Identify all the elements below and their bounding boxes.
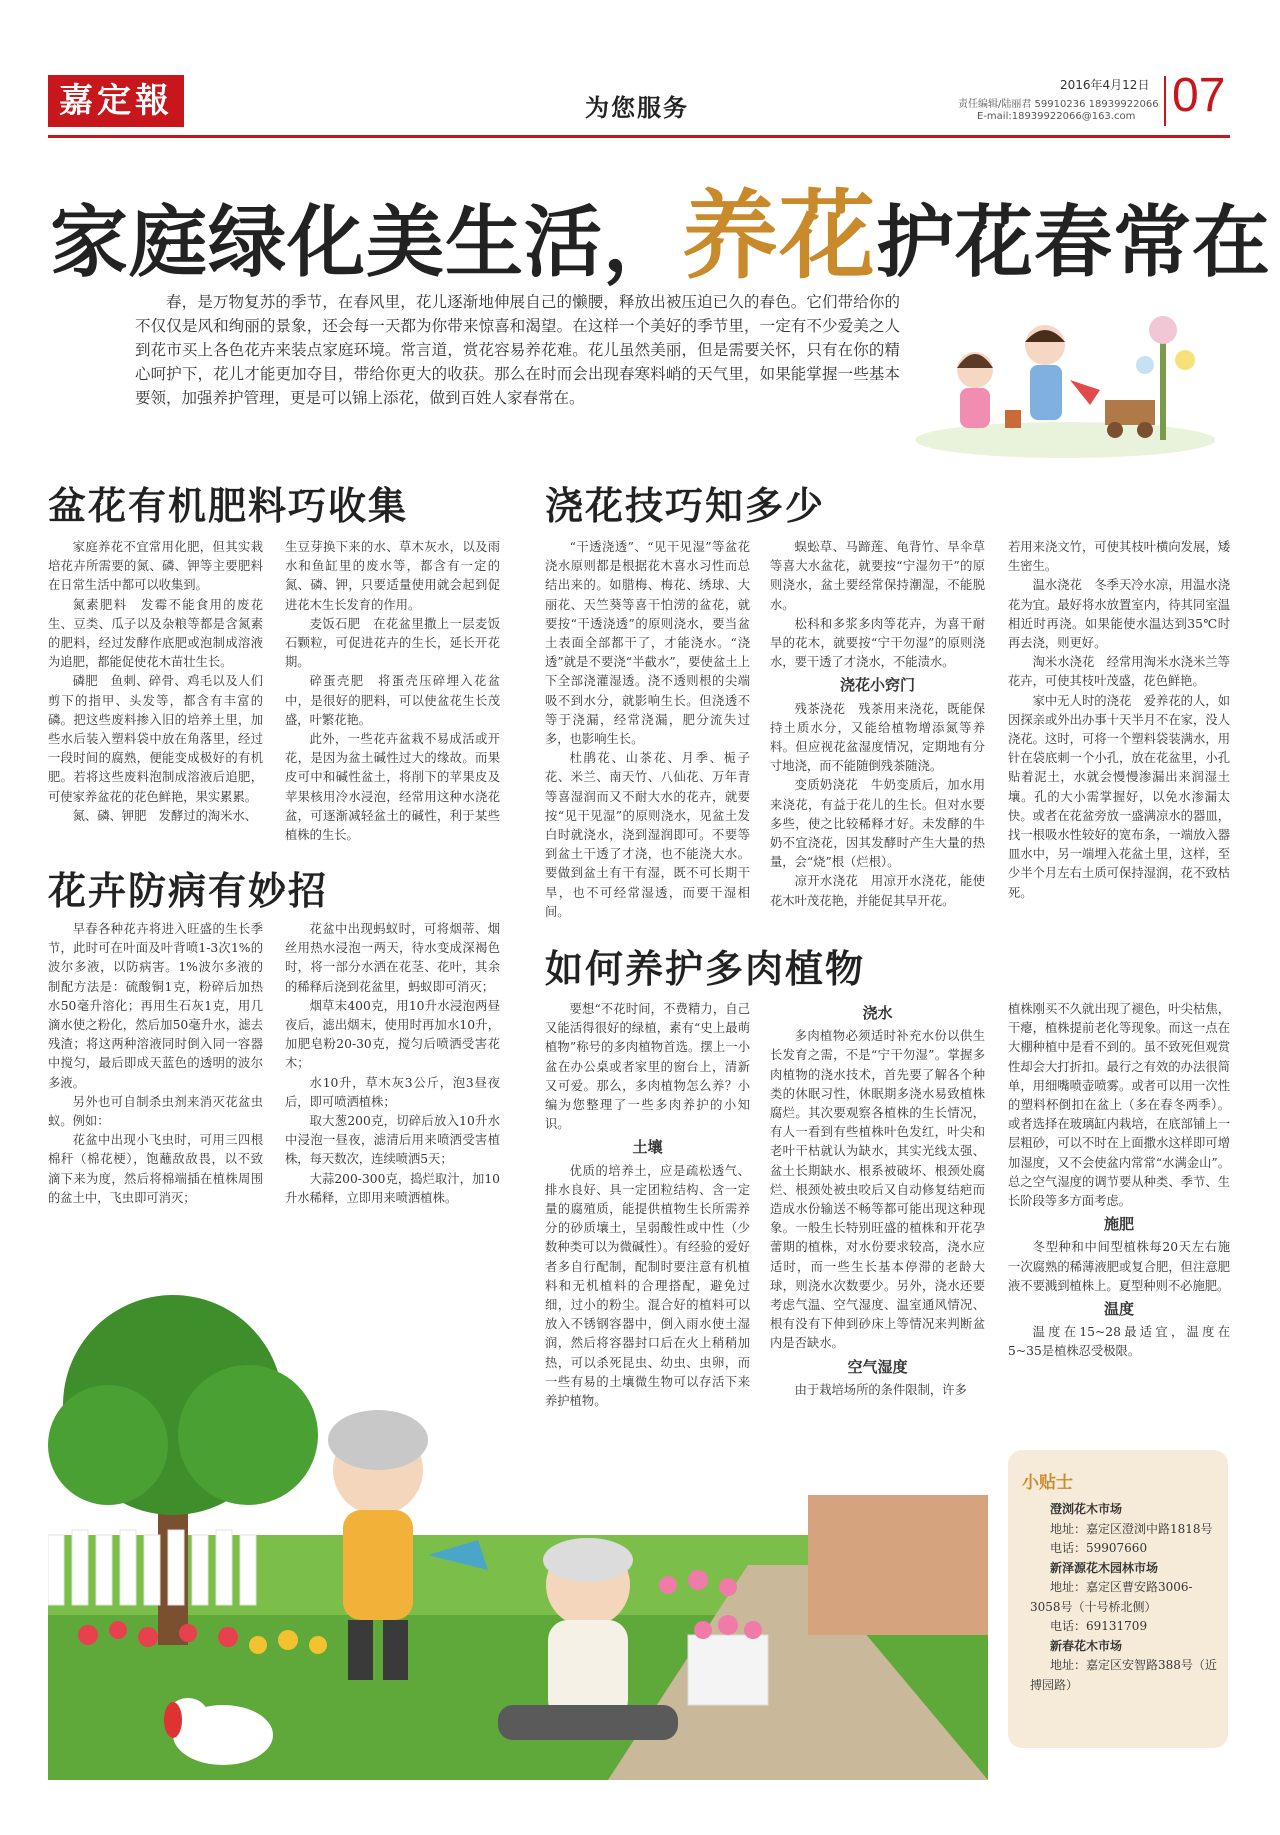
disease-pesticide-intro: 另外也可自制杀虫剂来消灭花盆虫蚁。例如： [48,1094,263,1129]
watering-dry-plants: 松科和多浆多肉等花卉，为喜干耐旱的花木，就要按“宁干勿湿”的原则浇水，要干透了才浇水，不能渍水。 [770,616,985,670]
watering-boiled-water: 凉开水浇花 用凉开水浇花，能使花木叶茂花艳，并能促其早开花。 [770,874,985,908]
watering-column-1 [545,538,750,922]
disease-tobacco: 烟草末400克，用10升水浸泡两昼夜后，滤出烟末，使用时再加水10升，加肥皂粉20-30克，搅匀后喷洒受害花木； [285,998,500,1071]
fertilizer-eggshell: 碎蛋壳肥 将蛋壳压碎埋入花盆中，是很好的肥料，可以使盆花生长茂盛，叶繁花艳。 [285,674,500,727]
succulents-water-heading: 浇水 [862,1005,893,1022]
market-address: 地址：嘉定区澄浏中路1818号 [1050,1521,1213,1536]
headline-highlight: 养花 [682,180,877,292]
disease-garlic: 大蒜200-300克，捣烂取汁，加10升水稀释，立即用来喷洒植株。 [285,1171,500,1205]
watering-see-dry-wet: 杜鹃花、山茶花、月季、栀子花、米兰、南天竹、八仙花、万年青等喜湿润而又不耐大水的花卉，就要按“见干见湿”的原则浇水，见盆土发白时就浇水，浇到湿润即可。不要等到盆土干透了才浇，也不能浇大水。要做到盆土有干有湿，既不可长期干旱，也不可经常湿透，而要干湿相间。 [545,751,750,919]
fertilizer-column-2 [285,538,500,845]
watering-column-3 [1008,538,1230,903]
disease-column-1 [48,920,263,1208]
succulents-humidity-cont: 植株刚买不久就出现了褪色，叶尖枯焦，干瘪，植株提前老化等现象。而这一点在大棚种植中是看不到的。虽不致死但观赏性却会大打折扣。最行之有效的办法很简单，用细嘴喷壶喷雾。或者可以用一次性的塑料杯倒扣在盆上（多在春冬两季）。或者选择在玻璃缸内栽培，在底部铺上一层粗砂，可以不时在上面撒水这样即可增加湿度，又不会使盆内常常“水满金山”。总之空气湿度的调节要从种类、季节、生长阶段等多方面考虑。 [1008,1002,1230,1209]
market-address: 地址：嘉定区安智路388号（近搏园路） [1030,1658,1217,1692]
market-name: 新泽源花木园林市场 [1050,1560,1159,1575]
succulents-water: 多肉植物必须适时补充水份以供生长发育之需，不是“宁干勿湿”。掌握多肉植物的浇水技术，首先要了解各个种类的休眠习性，休眠期多浇水易致植株腐烂。其次要观察各植株的生长情况，有人一看到有些植株叶色发红，叶尖和老叶干枯就认为缺水，其实光线太强、盆土长期缺水、根系被破坏、根颈处腐烂、根颈处被虫咬后又自动修复结疤而造成水份输送不畅等都可能出现这种现象。一般生长特别旺盛的植株和开花孕蕾期的植株，对水份要求较高，浇水应适时，而一些生长基本停滞的老龄大球，则浇水次数要少。另外，浇水还要考虑气温、空气湿度、温室通风情况、根有没有下伸到砂床上等情况来判断盆内是否缺水。 [770,1029,985,1351]
watering-section-title: 浇花技巧知多少 [545,484,826,528]
garden-illustration [48,1235,988,1780]
tips-body [1030,1500,1220,1695]
disease-bordeaux: 早春各种花卉将进入旺盛的生长季节，此时可在叶面及叶背喷1-3次1%的波尔多液，以防病害。1%波尔多液的制配方法是：硫酸铜1克，粉碎后加热水50毫升溶化；再用生石灰1克，用几滴水使之粉化，然后加50毫升水，滤去残渣；将这两种溶液同时倒入同一容器中搅匀，最后即成天蓝色的透明的波尔多液。 [48,922,263,1090]
market-phone: 电话：59907660 [1050,1541,1148,1555]
issue-date: 2016年4月12日 [1060,78,1150,92]
disease-ash: 水10升，草木灰3公斤，泡3昼夜后，即可喷洒植株； [285,1075,500,1109]
succulents-soil: 优质的培养土，应是疏松透气、排水良好、具一定团粒结构、含一定量的腐殖质，能提供植物生长所需养分的砂质壤土，呈弱酸性或中性（少数种类可以为微碱性）。有经验的爱好者多自行配制，配制时要注意有机植料和无机植料的合理搭配，避免过细，过小的粉尘。混合好的植料可以放入不锈钢容器中，倒入雨水使土湿润，然后将容器封口后在火上稍稍加热，可以杀死昆虫、幼虫、虫卵，而一些有易的土壤微生物可以存活下来养护植物。 [545,1163,750,1409]
fertilizer-npk-cont: 生豆芽换下来的水、草木灰水，以及雨水和鱼缸里的废水等，都含有一定的氮、磷、钾，只要适量使用就会起到促进花木生长发育的作用。 [285,540,500,612]
disease-column-2 [285,920,500,1208]
headline-part1: 家庭绿化美生活， [50,198,683,288]
succulents-fert: 冬型种和中间型植株每20天左右施一次腐熟的稀薄液肥或复合肥，但注意肥液不要溅到植株上。夏型种则不必施肥。 [1008,1240,1230,1293]
disease-section-title: 花卉防病有妙招 [48,869,329,913]
headline [50,160,1271,297]
section-label: 为您服务 [585,94,689,122]
fertilizer-maifanshi: 麦饭石肥 在花盆里撒上一层麦饭石颗粒，可促进花卉的生长，延长开花期。 [285,616,500,670]
watering-dry-through: “干透浇透”、“见干见湿”等盆花浇水原则都是根据花木喜水习性而总结出来的。如腊梅、梅花、绣球、大丽花、天竺葵等喜干怕涝的盆花，就要按“干透浇透”的原则浇水，要当盆土表面全部都干了，才能浇水。“浇透”就是不要浇“半截水”，要使盆土上下全部浇灌湿透。浇不透则根的尖端吸不到水分，就影响生长。但浇透不等于浇漏，经常浇漏，肥分流失过多，也影响生长。 [545,540,750,747]
editor-line: 责任编辑/陆丽君 59910236 18939922066 [958,99,1159,110]
succulents-temp-heading: 温度 [1103,1301,1134,1319]
watering-column-2 [770,538,985,911]
watering-warm: 温水浇花 冬季天冷水凉，用温水浇花为宜。最好将水放置室内，待其同室温相近时再浇。如果能使水温达到35℃时再去浇，则更好。 [1008,578,1230,651]
disease-ants: 花盆中出现蚂蚁时，可将烟蒂、烟丝用热水浸泡一两天，待水变成深褐色时，将一部分水洒在花茎、花叶，其余的稀释后浇到花盆里，蚂蚁即可消灭； [285,922,500,994]
market-phone: 电话：69131709 [1050,1619,1148,1633]
fertilizer-fruit-peel: 此外，一些花卉盆栽不易成活或开花，是因为盆土碱性过大的缘故。而果皮可中和碱性盆土，将削下的苹果皮及苹果核用冷水浸泡，经常用这种水浇花盆，可逐渐减轻盆土的碱性，利于某些植株的生长。 [285,732,500,843]
intro-paragraph: 春，是万物复苏的季节，在春风里，花儿逐渐地伸展自己的懒腰，释放出被压迫已久的春色。它们带给你的不仅仅是风和绚丽的景象，还会每一天都为你带来惊喜和渴望。在这样一个美好的季节里，一定有不少爱美之人到花市买上各色花卉来装点家庭环境。常言道，赏花容易养花难。花儿虽然美丽，但是需要关怀，只有在你的精心呵护下，花儿才能更加夺目，带给你更大的收获。那么在时而会出现春寒料峭的天气里，如果能掌握一些基本要领，加强养护管理，更是可以锦上添花，做到百姓人家春常在。 [135,293,900,407]
editor-email: E-mail:18939922066@163.com [977,111,1136,122]
tips-title: 小贴士 [1022,1473,1073,1493]
page-number: 07 [1172,69,1226,122]
watering-rice-water: 淘米水浇花 经常用淘米水浇米兰等花卉，可使其枝叶茂盛，花色鲜艳。 [1008,655,1230,689]
succulents-temp: 温度在15~28最适宜，温度在5~35是植株忍受极限。 [1008,1325,1230,1359]
watering-tips-heading: 浇花小窍门 [839,677,915,695]
succulents-fert-heading: 施肥 [1103,1216,1134,1234]
market-name: 澄浏花木市场 [1050,1502,1123,1516]
succulents-soil-heading: 土壤 [632,1139,663,1157]
fertilizer-intro: 家庭养花不宜常用化肥，但其实栽培花卉所需要的氮、磷、钾等主要肥料在日常生活中都可以收集到。 [48,540,263,593]
headline-part2: 护花春常在 [876,198,1272,288]
watering-away: 家中无人时的浇花 爱养花的人，如因探亲或外出办事十天半月不在家，没人浇花。这时，可将一个塑料袋装满水，用针在袋底刺一个小孔，放在花盆里，小孔贴着泥土，水就会慢慢渗漏出来润湿土壤。孔的大小需掌握好，以免水渗漏太快。或者在花盆旁放一盛满凉水的器皿，找一根吸水性较好的宽布条，一端放入器皿水中，另一端埋入花盆土里，这样，至少半个月左右土质可保持湿润，花不致枯死。 [1008,693,1230,900]
header-rule [48,135,1230,138]
disease-scallion: 取大葱200克，切碎后放入10升水中浸泡一昼夜，滤清后用来喷洒受害植株，每天数次，连续喷洒5天； [285,1114,500,1167]
fertilizer-npk: 氮、磷、钾肥 发酵过的淘米水、 [72,808,258,823]
market-address: 地址：嘉定区曹安路3006-3058号（十号桥北侧） [1030,1580,1193,1614]
page-divider [1164,76,1166,126]
succulents-humidity: 由于栽培场所的条件限制，许多 [794,1382,967,1397]
fertilizer-column-1 [48,538,263,826]
watering-tea: 残茶浇花 残茶用来浇花，既能保持土质水分，又能给植物增添氮等养料。但应视花盆湿度情况，定期地有分寸地浇，而不能随倒残茶随浇。 [770,701,985,774]
kids-watering-illustration [905,290,1225,460]
fertilizer-phosphorus: 磷肥 鱼刺、碎骨、鸡毛以及人们剪下的指甲、头发等，都含有丰富的磷。把这些废料掺入旧的培养土里，加些水后装入塑料袋中放在角落里，经过一段时间的腐熟，便能变成极好的有机肥。若将这些废料泡制成溶液后追肥，可使家养盆花的花色鲜艳，果实累累。 [48,674,263,804]
succulents-column-3 [1008,1000,1230,1362]
watering-asparagus: 若用来浇文竹，可使其枝叶横向发展，矮生密生。 [1008,540,1230,574]
newspaper-logo: 嘉定報 [48,75,184,127]
fertilizer-nitrogen: 氮素肥料 发霉不能食用的废花生、豆类、瓜子以及杂粮等都是含氮素的肥料，经过发酵作底肥或泡制成溶液为追肥，都能促使花木苗壮生长。 [48,597,263,670]
market-name: 新春花木市场 [1050,1638,1123,1653]
succulents-humidity-heading: 空气湿度 [847,1358,908,1376]
watering-milk: 变质奶浇花 牛奶变质后，加水用来浇花，有益于花儿的生长。但对水要多些，使之比较稀释才好。未发酵的牛奶不宜浇花，因其发酵时产生大量的热量，会“烧”根（烂根）。 [770,778,985,870]
fertilizer-section-title: 盆花有机肥料巧收集 [48,484,409,528]
succulents-intro: 要想“不花时间，不费精力，自己又能活得很好的绿植，素有“史上最萌植物”称号的多肉植物首选。摆上一小盆在办公桌或者家里的窗台上，清新又可爱。那么，多肉植物怎么养？小编为您整理了一些多肉养护的小知识。 [545,1002,750,1132]
watering-wet-plants: 蜈蚣草、马蹄莲、龟背竹、旱伞草等喜大水盆花，就要按“宁湿勿干”的原则浇水，盆土要经常保持潮湿，不能脱水。 [770,540,985,612]
disease-flying-insects: 花盆中出现小飞虫时，可用三四根棉秆（棉花梗），饱蘸敌敌畏，以不致滴下来为度，然后将棉端插在植株周围的盆土中，飞虫即可消灭； [48,1133,263,1205]
succulents-section-title: 如何养护多肉植物 [545,947,866,991]
